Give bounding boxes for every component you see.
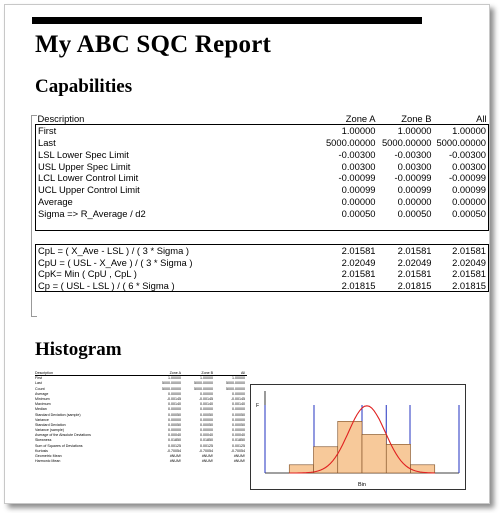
cell-value: 0.00000 — [232, 417, 245, 422]
row-label: Average of the Absolute Deviations — [35, 433, 91, 438]
y-axis-label: F — [256, 403, 260, 409]
column-header: Description — [35, 371, 53, 375]
table-header-row — [36, 113, 489, 125]
row-label: CpU = ( USL - X_Ave ) / ( 3 * Sigma ) — [38, 256, 193, 268]
row-label: Standard Deviation — [35, 422, 66, 427]
table-row — [36, 280, 489, 292]
report-page — [4, 4, 490, 504]
cell-value: 0.00300 — [397, 160, 432, 172]
cell-value: 0.01850 — [168, 438, 181, 443]
cell-value: 0.00099 — [452, 184, 486, 196]
cell-value: 0.00300 — [452, 160, 486, 172]
cell-value: 0.00125 — [168, 443, 181, 448]
table-row — [36, 172, 489, 184]
cell-value: 2.01581 — [341, 268, 376, 280]
row-label: Average — [38, 195, 73, 207]
table-row — [36, 137, 489, 149]
cell-value: 0.00040 — [232, 433, 245, 438]
cell-value: 5000.00000 — [194, 386, 213, 391]
row-label: First — [38, 125, 57, 137]
cell-value: -0.70054 — [198, 448, 213, 453]
column-header: Zone A — [312, 113, 378, 125]
cell-value: 0.01850 — [200, 438, 213, 443]
row-label: CpL = ( X_Ave - LSL ) / ( 3 * Sigma ) — [38, 245, 190, 257]
cell-value: 0.00000 — [232, 407, 245, 412]
cell-value: 5000.00000 — [226, 381, 245, 386]
column-header: Zone B — [378, 113, 434, 125]
cell-value: 2.02049 — [452, 256, 486, 268]
cell-value: -0.00099 — [338, 172, 376, 184]
capabilities-heading: Capabilities — [35, 76, 133, 97]
histogram-chart — [250, 384, 466, 490]
column-header: All — [241, 371, 245, 375]
cell-value: 0.00000 — [168, 428, 181, 433]
x-axis-label: Bin — [358, 482, 366, 488]
cell-value: 0.00125 — [200, 443, 213, 448]
cell-value: 5000.00000 — [162, 381, 181, 386]
capability-indices-rows — [36, 245, 489, 292]
cell-value: 0.00050 — [200, 412, 213, 417]
cell-value: -0.00145 — [166, 396, 181, 401]
row-label: Median — [35, 407, 47, 412]
cell-value — [434, 219, 489, 231]
cell-value: 0.00099 — [397, 184, 432, 196]
cell-value: 0.00125 — [232, 443, 245, 448]
cell-value: 0.00000 — [168, 391, 181, 396]
cell-value: 1.00000 — [452, 125, 486, 137]
capabilities-table — [35, 113, 489, 231]
column-header: All — [434, 113, 489, 125]
cell-value: 0.00140 — [200, 402, 213, 407]
cell-value: -0.00300 — [394, 148, 432, 160]
histogram-bar — [386, 444, 410, 473]
cell-value: 0.00050 — [397, 207, 432, 219]
cell-value: 2.01581 — [341, 245, 376, 257]
cell-value: 0.00000 — [200, 428, 213, 433]
cell-value: 0.00040 — [200, 433, 213, 438]
cell-value: 0.00000 — [232, 391, 245, 396]
table-row — [36, 268, 489, 280]
cell-value: 0.00000 — [168, 417, 181, 422]
cell-value: 0.00000 — [397, 195, 432, 207]
row-label: Kurtosis — [35, 448, 48, 453]
cell-value: 2.01581 — [452, 245, 486, 257]
cell-value: 2.01581 — [452, 268, 486, 280]
cell-value: 0.00300 — [341, 160, 376, 172]
cell-value: 0.00000 — [341, 195, 376, 207]
cell-value: -0.00300 — [448, 148, 486, 160]
cell-value: 0.00050 — [232, 422, 245, 427]
cell-value: 0.00000 — [200, 391, 213, 396]
row-label: Average — [35, 391, 49, 396]
row-label: Minimum — [35, 396, 50, 401]
cell-value: #NUM! — [233, 454, 245, 458]
cell-value: -0.00145 — [230, 396, 245, 401]
row-label: UCL Upper Control Limit — [38, 184, 140, 196]
row-label: Skewness — [35, 438, 52, 443]
cell-value — [312, 219, 378, 231]
cell-value: 0.00140 — [168, 402, 181, 407]
cell-value: 2.02049 — [397, 256, 432, 268]
histogram-svg — [251, 385, 465, 489]
row-label: Geometric Mean — [35, 454, 62, 458]
cell-value: -0.70054 — [230, 448, 245, 453]
cell-value: 0.00140 — [232, 402, 245, 407]
row-label: Variance (sample) — [35, 428, 64, 433]
row-label: Harmonic Mean — [35, 459, 61, 464]
cell-value: 1.00000 — [168, 376, 181, 381]
cell-value: -0.00099 — [394, 172, 432, 184]
cell-value: 0.00050 — [168, 422, 181, 427]
cell-value: -0.70054 — [166, 448, 181, 453]
cell-value: 2.01581 — [397, 268, 432, 280]
histogram-bar — [289, 465, 313, 473]
capability-indices-table — [35, 244, 489, 292]
cell-value: 0.00000 — [232, 428, 245, 433]
row-label: Standard Deviation (sample) — [35, 412, 81, 417]
cell-value: 5000.00000 — [381, 136, 432, 148]
row-label: CpK= Min ( CpU , CpL ) — [38, 268, 137, 280]
cell-value: 5000.00000 — [226, 386, 245, 391]
column-header: Zone B — [201, 371, 213, 375]
cell-value: 0.00000 — [200, 417, 213, 422]
title-rule — [32, 17, 422, 24]
cell-value: 5000.00000 — [162, 386, 181, 391]
table-row — [36, 219, 489, 231]
report-title: My ABC SQC Report — [35, 31, 272, 58]
cell-value: 1.00000 — [200, 376, 213, 381]
cell-value: 5000.00000 — [325, 136, 376, 148]
row-label: Maximum — [35, 402, 51, 407]
capabilities-rows — [36, 125, 489, 231]
cell-value: 0.00000 — [452, 195, 486, 207]
cell-value: 2.01815 — [452, 280, 486, 292]
cell-value: #NUM! — [201, 459, 213, 464]
table-row — [36, 184, 489, 196]
histogram-stats-table — [35, 371, 247, 464]
row-label: LCL Lower Control Limit — [38, 172, 139, 184]
cell-value: #NUM! — [201, 454, 213, 458]
cell-value: 0.00000 — [200, 407, 213, 412]
cell-value: 0.00040 — [168, 433, 181, 438]
histogram-heading: Histogram — [35, 339, 122, 360]
table-row — [36, 256, 489, 268]
table-row — [36, 245, 489, 257]
cell-value: 1.00000 — [232, 376, 245, 381]
row-label: Variance — [35, 417, 49, 422]
table-row — [36, 148, 489, 160]
cell-value: 0.00050 — [200, 422, 213, 427]
row-label: Sigma => R_Average / d2 — [38, 207, 146, 219]
cell-value: #NUM! — [233, 459, 245, 464]
cell-value: #NUM! — [169, 459, 181, 464]
row-label: Last — [38, 136, 56, 148]
cell-value: 2.02049 — [341, 256, 376, 268]
row-label: Cp = ( USL - LSL ) / ( 6 * Sigma ) — [38, 280, 175, 292]
cell-value: #NUM! — [169, 454, 181, 458]
cell-value: 0.00000 — [168, 407, 181, 412]
cell-value: 2.01815 — [341, 280, 376, 292]
cell-value: 0.00050 — [168, 412, 181, 417]
cell-value: -0.00300 — [338, 148, 376, 160]
cell-value: 2.01815 — [397, 280, 432, 292]
cell-value — [378, 219, 434, 231]
row-label: Last — [35, 381, 42, 386]
cell-value: 5000.00000 — [436, 136, 486, 148]
table-row — [36, 196, 489, 208]
cell-value: 2.01581 — [397, 245, 432, 257]
cell-value: -0.00099 — [448, 172, 486, 184]
column-header: Description — [36, 113, 312, 125]
cell-value: 0.00099 — [341, 184, 376, 196]
cell-value: 0.01850 — [232, 438, 245, 443]
row-label: Sum of Squares of Deviations — [35, 443, 83, 448]
cell-value: 0.00050 — [341, 207, 376, 219]
cell-value: 0.00050 — [452, 207, 486, 219]
cell-value: 5000.00000 — [194, 381, 213, 386]
row-label: First — [35, 376, 42, 381]
cell-value: 0.00050 — [232, 412, 245, 417]
cell-value: -0.00145 — [198, 396, 213, 401]
stats-row — [35, 459, 247, 464]
row-label: USL Upper Spec Limit — [38, 160, 131, 172]
cell-value: 1.00000 — [341, 125, 376, 137]
histogram-bar — [362, 434, 386, 473]
table-row — [36, 125, 489, 137]
cell-value: 1.00000 — [397, 125, 432, 137]
table-row — [36, 207, 489, 219]
row-label: Count — [35, 386, 45, 391]
column-header: Zone A — [169, 371, 181, 375]
row-label: LSL Lower Spec Limit — [38, 148, 129, 160]
row-label — [36, 219, 312, 231]
table-row — [36, 160, 489, 172]
